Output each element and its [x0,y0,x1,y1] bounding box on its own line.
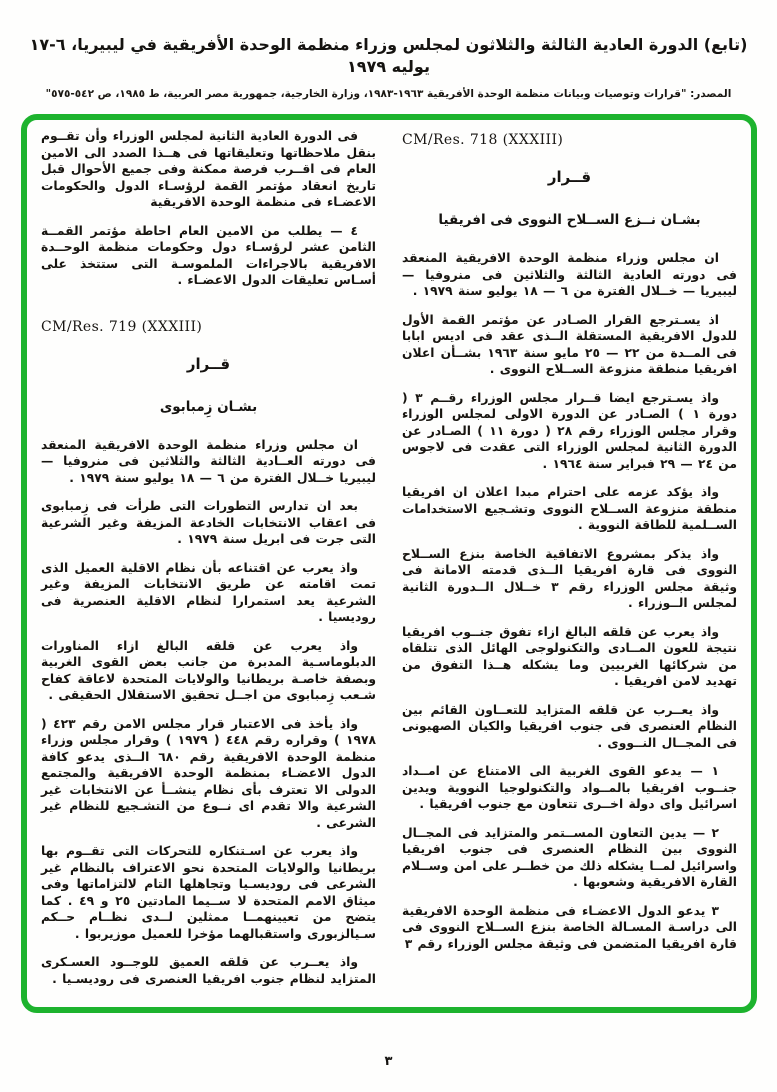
resolution-718-body [402,250,737,952]
resolution-718-continuation [41,128,376,289]
page-header [0,0,777,100]
resolution-heading: قــرار [186,354,231,373]
paragraph: واذ يعرب عن اقتناعه بأن نظام الاقلية العميل الذى تمت اقامته عن طريق الانتخابات المزيفة وغير الشرعية يعد استمرارا لنظام الاقلية العنصرية فى روديسيا . [41,560,376,624]
doc-ref-718: CM/Res. 718 (XXXIII) [402,132,564,148]
paragraph: واذ يعرب عن قلقه البالغ ازاء المناورات الدبلوماسـية المدبرة من جانب بعض القوى الغربية وبصفة خاصـة بريطانيا والولايات المتحدة لاعاقة كفاح شـعب زِمبابوى من اجــل تحقيق الاستقلال الحقيقى . [41,638,376,702]
paragraph: واذ يأخذ فى الاعتبار قرار مجلس الامن رقم ٤٢٣ ( ١٩٧٨ ) وقراره رقم ٤٤٨ ( ١٩٧٩ ) وقرار مجلس وزراء منظمة الوحدة الافريقية رقم ٦٨٠ الــذى يدعو كافة الدول الاعضـاء بمنظمة الوحدة الافريقية والمجتمع الدولى الا تعترف بأى نظام ينشــأ عن الانتخابات غير الشرعية والا تقدم اى نــوع من التشـجيع للنظام غير الشرعى . [41,716,376,830]
session-title: (تابع) الدورة العادية الثالثة والثلاثون لمجلس وزراء منظمة الوحدة الأفريقية في ليبيريا، ٦-١٧ يوليه ١٩٧٩ [29,35,748,77]
source-citation: المصدر: "قرارات وتوصيات وبيانات منظمة الوحدة الأفريقية ١٩٦٣-١٩٨٣، وزارة الخارجية، جمهورية مصر العربية، ط ١٩٨٥، ص ٥٤٢-٥٧٥" [45,87,732,100]
paragraph: واذ يذكر بمشروع الاتفاقية الخاصة بنزع الســلاح النووى فى قارة افريقيا الــذى قدمته الامانة فى وثيقة مجلس الوزراء رقم ٣ خــلال الــدورة الثانية لمجلس الــوزراء . [402,546,737,610]
paragraph: واذ يسـترجع ايضا قــرار مجلس الوزراء رقــم ٣ ( دورة ١ ) الصـادر عن الدورة الاولى لمجلس الوزراء وقرار مجلس الوزراء رقم ٢٨ ( دورة ١١ ) الصـادر عن الدورة الثانية لمجلس الوزراء التى عقدت فى لاجوس من ٢٤ — ٢٩ فبراير سنة ١٩٦٤ . [402,390,737,471]
resolution-719-body [41,437,376,988]
paragraph: فى الدورة العادية الثانية لمجلس الوزراء وأن تقــوم بنقل ملاحظاتها وتعليقاتها فى هــذا الصدد الى الامين العام فى اقــرب فرصة ممكنة وفى جميع الأحوال قبل تاريخ انعقاد مؤتمر القمة لرؤسـاء الدول والحكومات الاعضـاء فى منظمة الوحدة الافريقية [41,129,376,209]
content-frame [21,114,757,1013]
paragraph: واذ يعرب عن اسـتنكاره للتحركات التى تقــوم بها بريطانيا والولايات المتحدة نحو الاعتراف بالنظام غير الشرعى فى روديسـيا وتجاهلها التام لالتزاماتها وفى ميثاق الامم المتحدة لا ســيما المادتين ٢٥ و ٤٩ . كما يتضح من تعيينهمــا ممثلين لــدى نظــام حــكم سـيالزبورى واستقبالهما مؤخرا للعميل موزيربوا . [41,844,376,941]
paragraph: واذ يعــرب عن قلقه المتزايد للتعــاون القائم بين النظام العنصرى فى جنوب افريقيا والكيان الصهيونى فى المجــال النــووى . [402,702,737,750]
column-left-resolution-719 [41,128,376,997]
paragraph: واذ يؤكد عزمه على احترام مبدا اعلان ان افريقيا منطقة منزوعة الســلاح النووى وتشـجيع الاستخدامات الســلمية للطاقة النووية . [402,485,737,532]
column-right-resolution-718 [402,128,737,997]
resolution-heading: قــرار [547,168,592,186]
paragraph: ان مجلس وزراء منظمة الوحدة الافريقية المنعقد فى دورته العادية الثالثة والثلاثين فى منروفيا — ليبيريا — خــلال الفترة من ٦ — ١٨ يوليو سنة ١٩٧٩ . [402,251,737,298]
paragraph: ١ — يدعو القوى الغربية الى الامتناع عن امــداد جنــوب افريقيا بالمــواد والتكنولوجيا النووية ويدين اسرائيل واى دولة اخــرى تتعاون مع جنوب افريقيا . [402,764,737,811]
paragraph: بعد ان تدارس التطورات التى طرأت فى زِمبابوى فى اعقاب الانتخابات الخادعة المزيفة وغير الشرعية التى جرت فى ابريل سنة ١٩٧٩ . [41,499,376,546]
paragraph: اذ يسـترجع القرار الصـادر عن مؤتمر القمة الأول للدول الافريقية المستقلة الــذى عقد فى اديس ابابا فى المــدة من ٢٢ — ٢٥ مايو سنة ١٩٦٣ بشــأن اعلان افريقيا منطقة منزوعة الســلاح النووى . [402,312,737,376]
paragraph: واذ يعــرب عن قلقه العميق للوجــود العسـكرى المتزايد لنظام جنوب افريقيا العنصرى فى روديسـيا . [41,955,376,986]
paragraph: ٢ — يدين التعاون المســتمر والمتزايد فى المجــال النووى بين النظام العنصرى فى جنوب افريقيا واسرائيل لمــا يشكله ذلك من خطــر على امن وســلام القارة الافريقية وشعوبها . [402,825,737,889]
two-column-layout [41,128,737,997]
paragraph: ٤ — يطلب من الامين العام احاطة مؤتمر القمــة الثامن عشر لرؤسـاء دول وحكومات منظمة الوحــدة الافريقية بالاجراءات الملموسـة التى ستتخذ على أسـاس تعليقات الدول الاعضـاء . [41,223,376,287]
paragraph: ٣ يدعو الدول الاعضـاء فى منظمة الوحدة الافريقية الى دراسـة المسـالة الخاصة بنزع الســلاح النووى فى قارة افريقيا المتضمن فى وثيقة مجلس الوزراء رقم ٣ [402,903,737,951]
resolution-subject: بشـان نــزع الســلاح النووى فى افريقيا [438,212,701,228]
page-number: ٣ [384,1054,393,1069]
paragraph: ان مجلس وزراء منظمة الوحدة الافريقية المنعقد فى دورته العــادية الثالثة والثلاثين فى منروفيا — ليبيريا خــلال الفترة من ٦ — ١٨ يوليو سنة ١٩٧٩ . [41,437,376,485]
doc-ref-719: CM/Res. 719 (XXXIII) [41,318,203,335]
paragraph: واذ يعرب عن قلقه البالغ ازاء تفوق جنــوب افريقيا نتيجة للعون المــادى والتكنولوجى الهائل الذى تتلقاه من شركائها الغربيين وما يشكله هــذا التفوق من تهديد لامن افريقيا . [402,624,737,688]
resolution-subject: بشـان زِمبابوى [159,398,258,415]
